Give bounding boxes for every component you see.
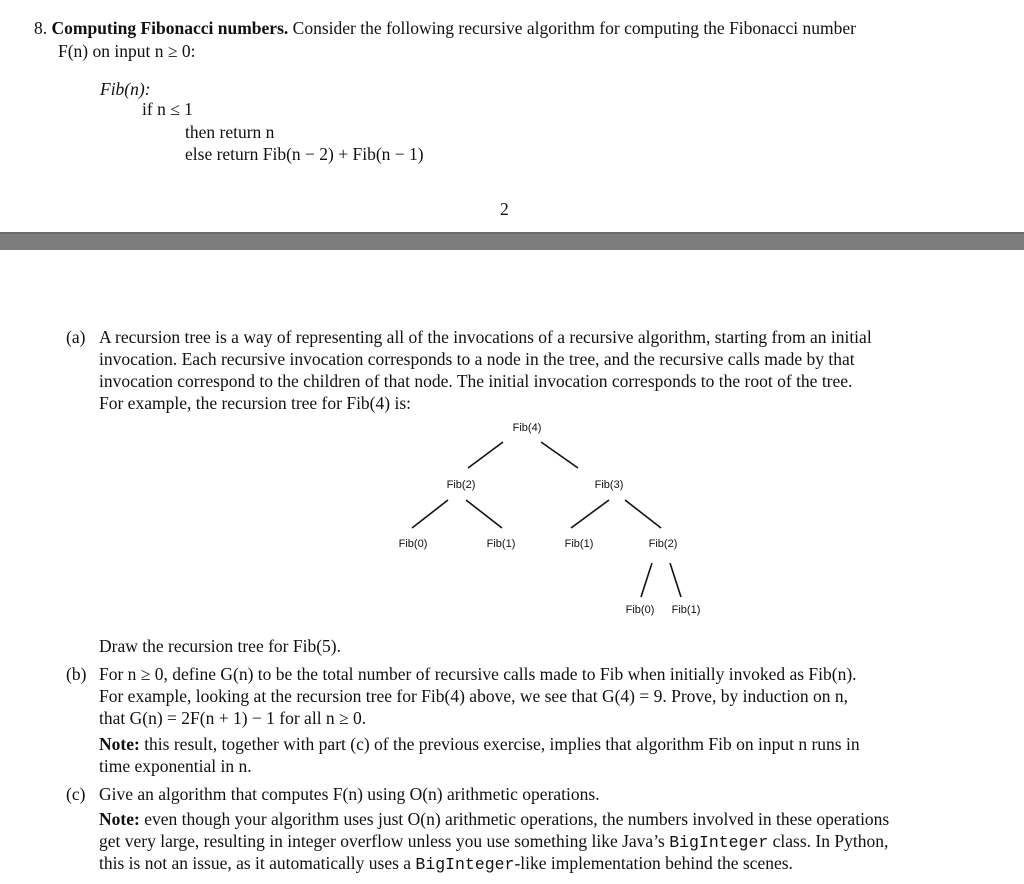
part-b-line-2: For example, looking at the recursion tree for Fib(4) above, we see that G(4) = 9. Prove, by induction on n, — [99, 686, 849, 706]
part-b-note-line-2: time exponential in n. — [99, 756, 252, 776]
part-a-line-3: invocation correspond to the children of that node. The initial invocation corresponds to the root of the tree. — [99, 371, 853, 391]
part-c-code-biginteger-2: BigInteger — [415, 855, 515, 874]
part-a-instruction: Draw the recursion tree for Fib(5). — [99, 636, 341, 656]
part-c-code-biginteger-1: BigInteger — [669, 833, 769, 852]
part-c-note-text-2a: get very large, resulting in integer overflow unless you use something like Java’s — [99, 831, 665, 851]
part-c-line: Give an algorithm that computes F(n) using O(n) arithmetic operations. — [99, 784, 600, 804]
part-b-note — [99, 733, 860, 755]
part-c-note-text-3b: -like implementation behind the scenes. — [514, 853, 793, 873]
part-a-line-4: For example, the recursion tree for Fib(4) is: — [99, 393, 411, 413]
edge-fib4-fib2 — [468, 442, 503, 468]
edge-fib2-fib0 — [412, 500, 448, 528]
part-b-note-line-1: this result, together with part (c) of the previous exercise, implies that algorithm Fib on input n runs in — [144, 734, 860, 754]
part-a-label: (a) — [66, 327, 86, 347]
part-c-note-text-3a: this is not an issue, as it automatically uses a — [99, 853, 412, 873]
algorithm-then-line: then return n — [185, 122, 275, 142]
part-b-line-1: For n ≥ 0, define G(n) to be the total number of recursive calls made to Fib when initially invoked as Fib(n). — [99, 664, 857, 684]
part-a-line-2: invocation. Each recursive invocation corresponds to a node in the tree, and the recursive calls made by that — [99, 349, 855, 369]
tree-node-fib1-left: Fib(1) — [486, 538, 516, 550]
part-c-note-line-3 — [99, 852, 793, 876]
part-c-note-label: Note: — [99, 809, 140, 829]
edge-fib2b-fib1 — [670, 563, 681, 597]
algorithm-else-line: else return Fib(n − 2) + Fib(n − 1) — [185, 144, 424, 164]
page-number: 2 — [500, 199, 509, 219]
part-b-note-label: Note: — [99, 734, 140, 754]
tree-node-fib4: Fib(4) — [512, 422, 542, 434]
tree-node-fib1-leaf: Fib(1) — [671, 604, 701, 616]
part-b-label: (b) — [66, 664, 87, 684]
problem-intro-1: Consider the following recursive algorithm for computing the Fibonacci number — [292, 18, 856, 38]
tree-node-fib2: Fib(2) — [446, 479, 476, 491]
edge-fib3-fib1 — [571, 500, 609, 528]
part-b-line-3: that G(n) = 2F(n + 1) − 1 for all n ≥ 0. — [99, 708, 367, 728]
part-c-note-line-1: even though your algorithm uses just O(n) arithmetic operations, the numbers involved in these operations — [144, 809, 890, 829]
part-a-line-1: A recursion tree is a way of representing all of the invocations of a recursive algorithm, starting from an initial — [99, 327, 872, 347]
edge-fib4-fib3 — [541, 442, 578, 468]
part-c-note-text-2b: class. In Python, — [772, 831, 889, 851]
edge-fib3-fib2 — [625, 500, 661, 528]
tree-node-fib1-right: Fib(1) — [564, 538, 594, 550]
problem-title: Computing Fibonacci numbers. — [51, 18, 289, 38]
part-c-label: (c) — [66, 784, 86, 804]
edge-fib2b-fib0 — [641, 563, 652, 597]
problem-number: 8. — [34, 18, 48, 38]
part-c-note-line-2 — [99, 830, 888, 854]
edge-fib2-fib1 — [466, 500, 502, 528]
algorithm-if-line: if n ≤ 1 — [142, 99, 193, 119]
tree-node-fib0-leaf: Fib(0) — [625, 604, 655, 616]
tree-node-fib3: Fib(3) — [594, 479, 624, 491]
algorithm-signature: Fib(n): — [100, 79, 151, 99]
problem-intro-2: F(n) on input n ≥ 0: — [58, 41, 196, 61]
tree-node-fib2-right: Fib(2) — [648, 538, 678, 550]
tree-node-fib0: Fib(0) — [398, 538, 428, 550]
part-c-note — [99, 808, 889, 830]
